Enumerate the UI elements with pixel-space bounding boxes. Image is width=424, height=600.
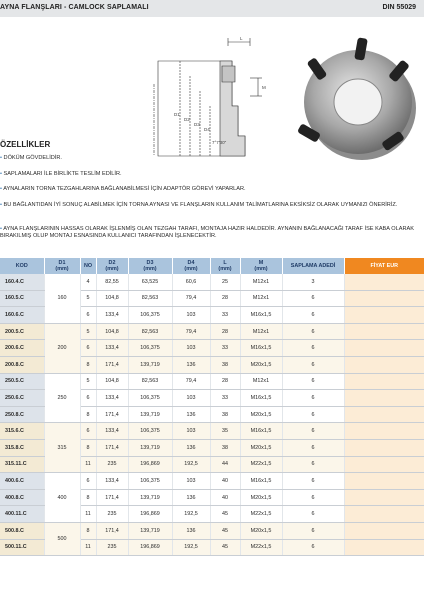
cell-d1: 315 — [44, 423, 80, 473]
cell-no: 5 — [80, 290, 96, 307]
cell-d3: 196,869 — [128, 539, 172, 556]
col-saplama: SAPLAMA ADEDİ — [282, 258, 344, 274]
cell-kod: 500.11.C — [0, 539, 44, 556]
cell-fiyat — [344, 522, 424, 539]
cell-d2: 104,8 — [96, 290, 128, 307]
table-row — [0, 373, 424, 390]
cell-l: 28 — [210, 373, 240, 390]
cell-d2: 235 — [96, 506, 128, 523]
cell-l: 44 — [210, 456, 240, 473]
cell-m: M12x1 — [240, 290, 282, 307]
cell-d2: 171,4 — [96, 356, 128, 373]
cell-saplama: 6 — [282, 489, 344, 506]
feature-item: • SAPLAMALARI İLE BİRLİKTE TESLİM EDİLİR. — [0, 171, 122, 177]
cell-saplama: 6 — [282, 473, 344, 490]
cell-d1: 500 — [44, 522, 80, 555]
cell-saplama: 6 — [282, 423, 344, 440]
cell-m: M12x1 — [240, 274, 282, 290]
feature-item: • AYNALARIN TORNA TEZGAHLARINA BAĞLANABİLMESİ İÇİN ADAPTÖR GÖREVİ YAPARLAR. — [0, 186, 246, 192]
cell-d4: 103 — [172, 473, 210, 490]
cell-no: 8 — [80, 489, 96, 506]
cell-fiyat — [344, 323, 424, 340]
cell-kod: 160.4.C — [0, 274, 44, 290]
cell-l: 33 — [210, 307, 240, 324]
cell-d4: 136 — [172, 489, 210, 506]
cell-d4: 79,4 — [172, 290, 210, 307]
cell-fiyat — [344, 274, 424, 290]
col-fiyat: FİYAT EUR — [344, 258, 424, 274]
cell-d2: 104,8 — [96, 373, 128, 390]
cell-d2: 171,4 — [96, 522, 128, 539]
cell-kod: 200.5.C — [0, 323, 44, 340]
cell-l: 38 — [210, 439, 240, 456]
label-m: M — [262, 85, 266, 90]
cell-no: 8 — [80, 522, 96, 539]
spec-table — [0, 258, 424, 556]
technical-drawing — [150, 36, 270, 161]
cell-kod: 200.8.C — [0, 356, 44, 373]
cell-d3: 139,719 — [128, 489, 172, 506]
cell-fiyat — [344, 307, 424, 324]
cell-d3: 139,719 — [128, 406, 172, 423]
col-d4: D4 (mm) — [172, 258, 210, 274]
feature-item: • DÖKÜM GÖVDELİDİR. — [0, 155, 62, 161]
cell-m: M20x1,5 — [240, 406, 282, 423]
cell-fiyat — [344, 356, 424, 373]
cell-d2: 171,4 — [96, 489, 128, 506]
cell-fiyat — [344, 373, 424, 390]
cell-m: M16x1,5 — [240, 423, 282, 440]
cell-l: 28 — [210, 290, 240, 307]
cell-d2: 235 — [96, 539, 128, 556]
cell-d4: 103 — [172, 390, 210, 407]
page-header — [0, 0, 424, 17]
cell-no: 4 — [80, 274, 96, 290]
cell-no: 8 — [80, 406, 96, 423]
label-d1: D1 — [174, 112, 180, 117]
cell-no: 11 — [80, 539, 96, 556]
cell-d3: 139,719 — [128, 522, 172, 539]
cell-saplama: 6 — [282, 373, 344, 390]
cell-d3: 139,719 — [128, 439, 172, 456]
cell-m: M20x1,5 — [240, 439, 282, 456]
cell-d2: 133,4 — [96, 307, 128, 324]
cell-fiyat — [344, 406, 424, 423]
cell-saplama: 3 — [282, 274, 344, 290]
cell-d2: 133,4 — [96, 390, 128, 407]
features-heading: ÖZELLİKLER — [0, 140, 51, 149]
table-row — [0, 473, 424, 490]
page-title: AYNA FLANŞLARI - CAMLOCK SAPLAMALI — [0, 4, 149, 11]
cell-m: M22x1,5 — [240, 456, 282, 473]
cell-m: M16x1,5 — [240, 307, 282, 324]
cell-fiyat — [344, 439, 424, 456]
cell-kod: 400.8.C — [0, 489, 44, 506]
cell-no: 6 — [80, 423, 96, 440]
cell-m: M16x1,5 — [240, 473, 282, 490]
cell-d3: 106,375 — [128, 307, 172, 324]
cell-d2: 235 — [96, 456, 128, 473]
label-d2: D2 — [184, 117, 190, 122]
table-row — [0, 423, 424, 440]
cell-fiyat — [344, 290, 424, 307]
cell-fiyat — [344, 390, 424, 407]
cell-no: 5 — [80, 323, 96, 340]
label-d4: D4 — [204, 127, 210, 132]
cell-no: 6 — [80, 390, 96, 407]
cell-saplama: 6 — [282, 356, 344, 373]
cell-no: 5 — [80, 373, 96, 390]
cell-d4: 103 — [172, 340, 210, 357]
cell-saplama: 6 — [282, 323, 344, 340]
cell-kod: 250.6.C — [0, 390, 44, 407]
cell-fiyat — [344, 456, 424, 473]
cell-saplama: 6 — [282, 439, 344, 456]
cell-d1: 400 — [44, 473, 80, 523]
cell-d3: 106,375 — [128, 423, 172, 440]
cell-fiyat — [344, 473, 424, 490]
cell-m: M12x1 — [240, 323, 282, 340]
cell-saplama: 6 — [282, 539, 344, 556]
cell-d4: 136 — [172, 406, 210, 423]
cell-d4: 192,5 — [172, 456, 210, 473]
cell-l: 45 — [210, 506, 240, 523]
cell-l: 45 — [210, 539, 240, 556]
cell-m: M16x1,5 — [240, 340, 282, 357]
cell-d2: 133,4 — [96, 473, 128, 490]
cell-l: 45 — [210, 522, 240, 539]
cell-m: M20x1,5 — [240, 356, 282, 373]
cell-d3: 106,375 — [128, 473, 172, 490]
table-row — [0, 274, 424, 290]
cell-d3: 196,869 — [128, 506, 172, 523]
col-kod: KOD — [0, 258, 44, 274]
cell-l: 38 — [210, 406, 240, 423]
cell-l: 38 — [210, 356, 240, 373]
cell-saplama: 6 — [282, 522, 344, 539]
cell-m: M16x1,5 — [240, 390, 282, 407]
cell-kod: 400.11.C — [0, 506, 44, 523]
cell-d4: 60,6 — [172, 274, 210, 290]
cell-saplama: 6 — [282, 406, 344, 423]
col-d1: D1 (mm) — [44, 258, 80, 274]
cell-m: M22x1,5 — [240, 539, 282, 556]
cell-kod: 315.8.C — [0, 439, 44, 456]
cell-no: 6 — [80, 473, 96, 490]
cell-d4: 79,4 — [172, 323, 210, 340]
cell-d4: 103 — [172, 307, 210, 324]
cell-kod: 250.5.C — [0, 373, 44, 390]
cell-d1: 200 — [44, 323, 80, 373]
table-row — [0, 522, 424, 539]
table-row — [0, 323, 424, 340]
cell-l: 40 — [210, 489, 240, 506]
cell-d4: 136 — [172, 522, 210, 539]
cell-m: M22x1,5 — [240, 506, 282, 523]
cell-d3: 139,719 — [128, 356, 172, 373]
cell-d1: 160 — [44, 274, 80, 323]
cell-kod: 200.6.C — [0, 340, 44, 357]
cell-kod: 160.5.C — [0, 290, 44, 307]
feature-item: • AYNA FLANŞLARININ HASSAS OLARAK İŞLENMİŞ OLAN TEZGAH TARAFI, MONTAJA HAZIR HALDEDİR. AYNANIN BAĞLANACAĞI TARAF İSE KABA OLARAK BIRAKILMIŞ OLUP MONTAJ ESNASINDA KULLANICI TARAFINDAN İŞLENECEKTİR. — [0, 226, 414, 240]
col-m: M (mm) — [240, 258, 282, 274]
cell-d3: 82,563 — [128, 290, 172, 307]
cell-l: 40 — [210, 473, 240, 490]
cell-d4: 79,4 — [172, 373, 210, 390]
cell-saplama: 6 — [282, 390, 344, 407]
cell-d2: 133,4 — [96, 340, 128, 357]
cell-no: 11 — [80, 506, 96, 523]
cell-d2: 171,4 — [96, 406, 128, 423]
cell-m: M20x1,5 — [240, 522, 282, 539]
cell-no: 8 — [80, 356, 96, 373]
flange-product-image — [298, 30, 422, 170]
cell-d2: 133,4 — [96, 423, 128, 440]
cell-saplama: 6 — [282, 340, 344, 357]
cell-m: M20x1,5 — [240, 489, 282, 506]
cell-d1: 250 — [44, 373, 80, 423]
cell-no: 8 — [80, 439, 96, 456]
cell-d3: 196,869 — [128, 456, 172, 473]
cell-fiyat — [344, 340, 424, 357]
feature-item: • BU BAĞLANTIDAN İYİ SONUÇ ALABİLMEK İÇİN TORNA AYNASI VE FLANŞLARIN KULLANIM TALİMATLARINA EKSİKSİZ OLARAK UYMANIZI ÖNERİRİZ. — [0, 202, 398, 208]
cell-l: 33 — [210, 390, 240, 407]
cell-d3: 82,563 — [128, 323, 172, 340]
cell-d4: 192,5 — [172, 539, 210, 556]
cell-saplama: 6 — [282, 506, 344, 523]
cell-m: M12x1 — [240, 373, 282, 390]
cell-d4: 192,5 — [172, 506, 210, 523]
cell-d4: 136 — [172, 439, 210, 456]
cell-l: 28 — [210, 323, 240, 340]
cell-no: 6 — [80, 307, 96, 324]
cell-fiyat — [344, 489, 424, 506]
cell-kod: 315.6.C — [0, 423, 44, 440]
cell-d2: 171,4 — [96, 439, 128, 456]
cell-d3: 106,375 — [128, 390, 172, 407]
label-angle: 7°7'30" — [212, 140, 227, 145]
cell-kod: 400.6.C — [0, 473, 44, 490]
cell-kod: 315.11.C — [0, 456, 44, 473]
standard-label: DIN 55029 — [382, 4, 416, 11]
col-d3: D3 (mm) — [128, 258, 172, 274]
cell-kod: 500.8.C — [0, 522, 44, 539]
cell-kod: 160.6.C — [0, 307, 44, 324]
col-d2: D2 (mm) — [96, 258, 128, 274]
cell-d3: 106,375 — [128, 340, 172, 357]
cell-d3: 63,525 — [128, 274, 172, 290]
cell-fiyat — [344, 423, 424, 440]
cell-d4: 103 — [172, 423, 210, 440]
col-l: L (mm) — [210, 258, 240, 274]
cell-saplama: 6 — [282, 290, 344, 307]
label-l: L — [240, 36, 243, 41]
cell-saplama: 6 — [282, 456, 344, 473]
cell-l: 33 — [210, 340, 240, 357]
cell-no: 6 — [80, 340, 96, 357]
cell-l: 25 — [210, 274, 240, 290]
cell-d2: 82,55 — [96, 274, 128, 290]
cell-no: 11 — [80, 456, 96, 473]
cell-fiyat — [344, 539, 424, 556]
cell-d4: 136 — [172, 356, 210, 373]
cell-fiyat — [344, 506, 424, 523]
col-no: NO — [80, 258, 96, 274]
table-header-row — [0, 258, 424, 274]
cell-kod: 250.8.C — [0, 406, 44, 423]
cell-d3: 82,563 — [128, 373, 172, 390]
cell-l: 35 — [210, 423, 240, 440]
cell-d2: 104,8 — [96, 323, 128, 340]
cell-saplama: 6 — [282, 307, 344, 324]
label-d3: D3 — [194, 122, 200, 127]
